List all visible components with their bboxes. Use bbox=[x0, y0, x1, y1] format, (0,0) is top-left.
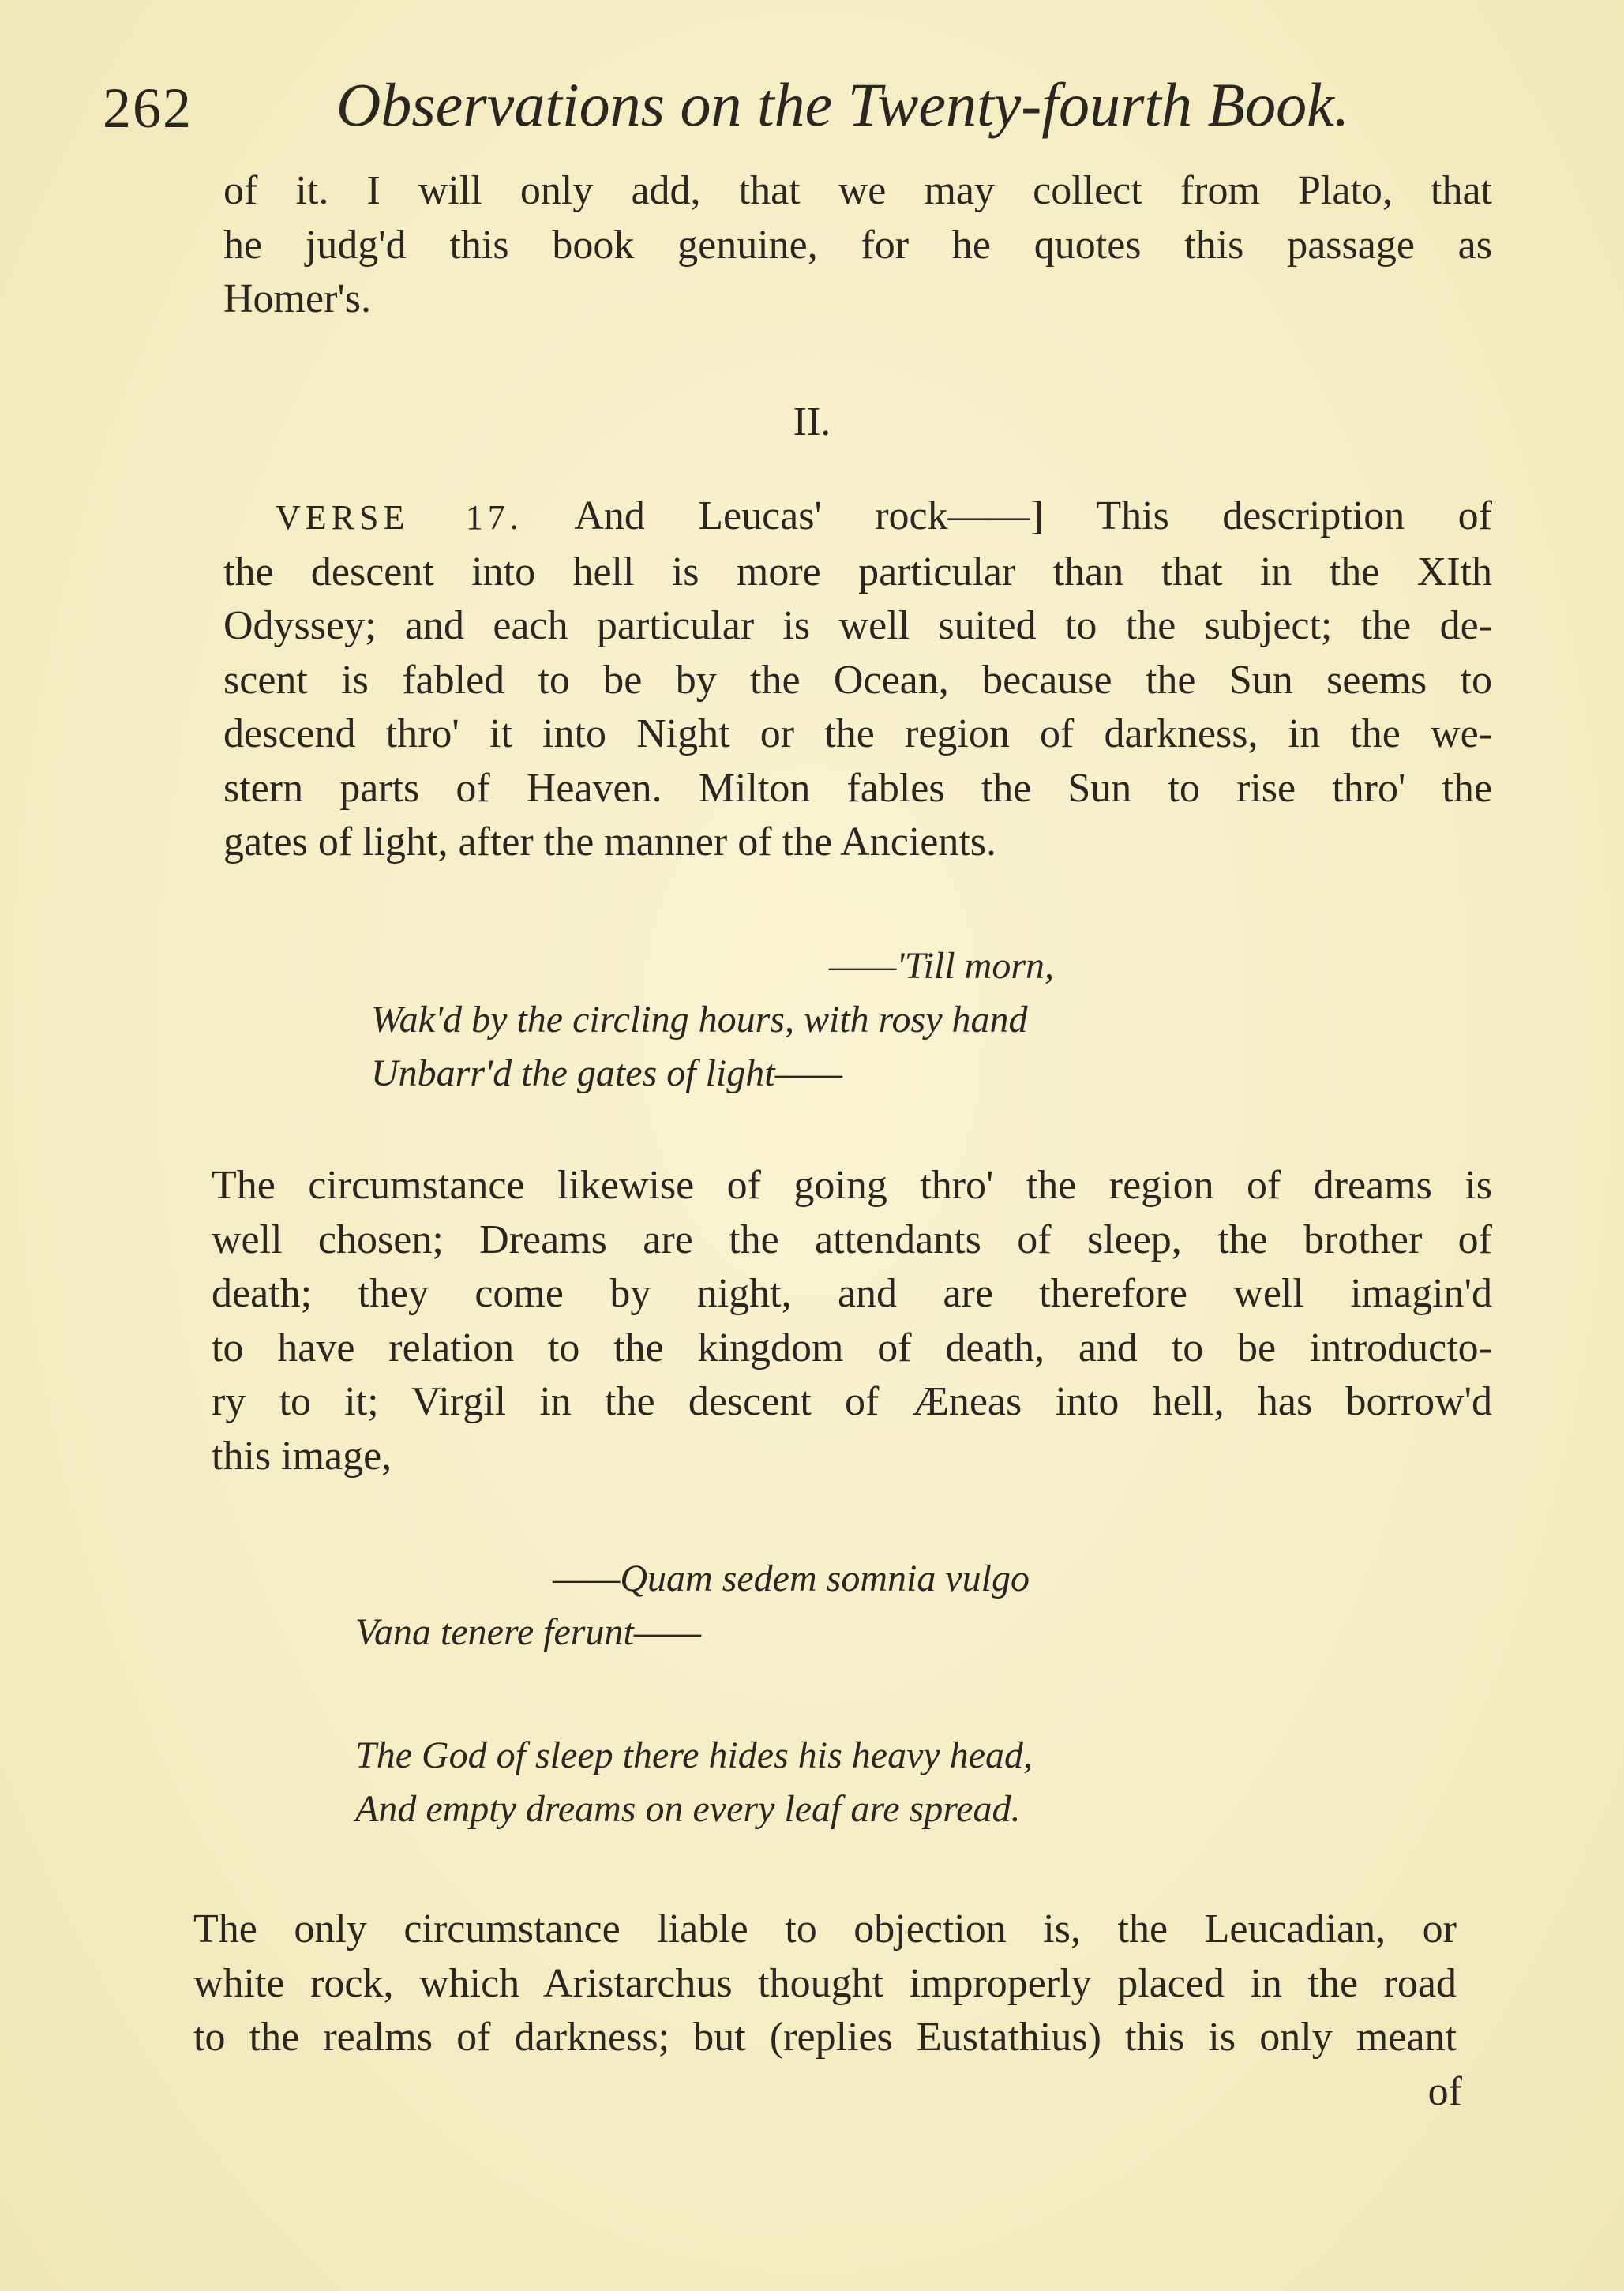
section-number: II. bbox=[793, 399, 831, 444]
text-line: Odyssey; and each particular is well suited to the subject; the de- bbox=[223, 603, 1492, 648]
verse-quote-3 bbox=[355, 1729, 1033, 1836]
paragraph-2 bbox=[223, 489, 1492, 870]
text-line: Homer's. bbox=[223, 276, 372, 321]
paragraph-4 bbox=[193, 1903, 1457, 2065]
verse-line: Vana tenere ferunt—— bbox=[355, 1611, 702, 1653]
verse-line: And empty dreams on every leaf are spread. bbox=[355, 1788, 1021, 1830]
text-line: The circumstance likewise of going thro' the region of dreams is bbox=[212, 1163, 1492, 1208]
verse-label: VERSE 17. bbox=[276, 498, 523, 537]
page-header bbox=[103, 69, 1508, 141]
verse-quote-1 bbox=[371, 939, 1054, 1101]
catchword: of bbox=[1427, 2069, 1462, 2114]
verse-line: ——'Till morn, bbox=[829, 945, 1055, 987]
verse-line: The God of sleep there hides his heavy head, bbox=[355, 1734, 1033, 1776]
text-line: to the realms of darkness; but (replies Eustathius) this is only meant bbox=[193, 2015, 1457, 2060]
verse-line: ——Quam sedem somnia vulgo bbox=[553, 1558, 1030, 1599]
paragraph-1 bbox=[223, 164, 1492, 327]
text-line: And Leucas' rock——] This description of bbox=[574, 493, 1492, 538]
paragraph-3 bbox=[212, 1159, 1492, 1483]
verse-intro-line bbox=[223, 489, 1492, 546]
text-line: ry to it; Virgil in the descent of Æneas into hell, has borrow'd bbox=[212, 1379, 1492, 1424]
text-line: he judg'd this book genuine, for he quotes this passage as bbox=[223, 222, 1492, 268]
text-line: gates of light, after the manner of the Ancients. bbox=[223, 819, 997, 864]
text-line: of it. I will only add, that we may collect from Plato, that bbox=[223, 168, 1492, 213]
page-number: 262 bbox=[103, 77, 193, 140]
running-title: Observations on the Twenty-fourth Book. bbox=[336, 70, 1350, 139]
text-line: The only circumstance liable to objection is, the Leucadian, or bbox=[193, 1907, 1457, 1952]
text-line: death; they come by night, and are therefore well imagin'd bbox=[212, 1271, 1492, 1316]
text-line: the descent into hell is more particular than that in the XIth bbox=[223, 549, 1492, 594]
verse-line: Unbarr'd the gates of light—— bbox=[371, 1052, 842, 1094]
verse-line: Wak'd by the circling hours, with rosy hand bbox=[371, 999, 1028, 1041]
text-line: stern parts of Heaven. Milton fables the Sun to rise thro' the bbox=[223, 765, 1492, 811]
text-line: to have relation to the kingdom of death, and to be introducto- bbox=[212, 1325, 1492, 1370]
text-line: white rock, which Aristarchus thought improperly placed in the road bbox=[193, 1960, 1457, 2006]
text-line: descend thro' it into Night or the region of darkness, in the we- bbox=[223, 711, 1492, 756]
text-line: this image, bbox=[212, 1433, 392, 1479]
verse-quote-2 bbox=[355, 1552, 1030, 1659]
text-line: well chosen; Dreams are the attendants of sleep, the brother of bbox=[212, 1217, 1492, 1262]
text-line: scent is fabled to be by the Ocean, because the Sun seems to bbox=[223, 657, 1492, 703]
